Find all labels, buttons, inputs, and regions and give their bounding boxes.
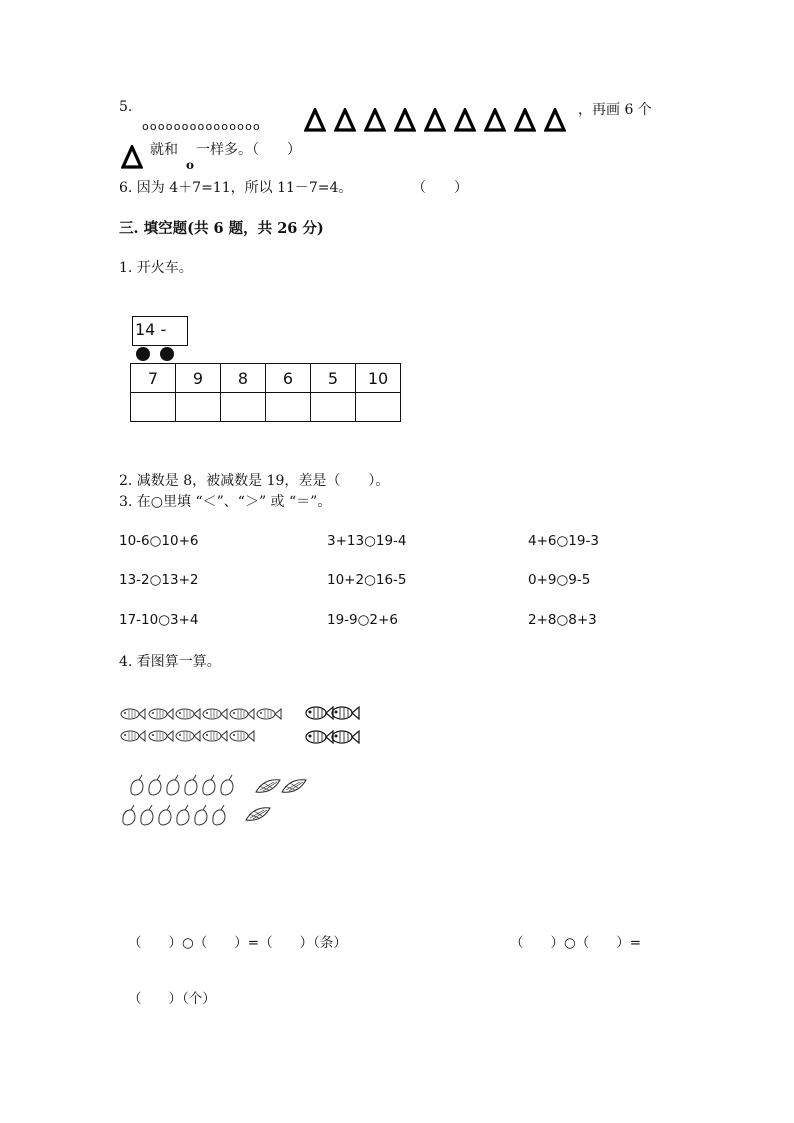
answer-cell[interactable] <box>311 393 356 422</box>
fill4-answer-line1-left[interactable]: （ ）○（ ）=（ ）（条） <box>128 935 347 951</box>
fish-right-group <box>306 707 359 743</box>
car-number: 9 <box>192 368 204 388</box>
q5-small-triangle <box>121 145 143 169</box>
train-wheel-right <box>160 347 174 361</box>
train-engine <box>132 316 188 346</box>
fish-left-group <box>121 709 281 741</box>
q5-small-circle: o <box>186 158 195 172</box>
q6-paren: （ ） <box>412 180 468 196</box>
fill4-answer-line1-right[interactable]: （ ）○（ ）= <box>510 935 642 951</box>
q5-circles: ooooooooooooooo <box>142 120 261 133</box>
triangle-icon <box>544 108 566 132</box>
compare-item: 19-9○2+6 <box>327 612 398 628</box>
train-cars-table <box>130 363 401 422</box>
train-top-row <box>131 364 401 393</box>
triangle-icon <box>364 108 386 132</box>
triangle-icon <box>424 108 446 132</box>
compare-item: 4+6○19-3 <box>528 533 599 549</box>
answer-cell[interactable] <box>356 393 401 422</box>
fill4-answer-line2[interactable]: （ ）（个） <box>128 991 216 1007</box>
answer-cell[interactable] <box>176 393 221 422</box>
answer-cell[interactable] <box>221 393 266 422</box>
triangle-icon <box>484 108 506 132</box>
compare-item: 10-6○10+6 <box>119 533 199 549</box>
triangle-icon <box>454 108 476 132</box>
fill3-title: 3. 在○里填 “＜”、“＞” 或 “＝”。 <box>119 494 332 510</box>
car-cell <box>311 364 356 393</box>
car-cell <box>131 364 176 393</box>
fill2-text: 2. 减数是 8，被减数是 19，差是（ ）。 <box>119 473 390 489</box>
triangle-icon <box>514 108 536 132</box>
train-answer-row <box>131 393 401 422</box>
compare-item: 3+13○19-4 <box>327 533 407 549</box>
q5-line2-b: 一样多。（ ） <box>196 142 301 158</box>
fill1-title: 1. 开火车。 <box>119 260 193 276</box>
fish-illustration <box>118 700 368 756</box>
eggplant-group <box>123 775 233 825</box>
q5-line2-a: 就和 <box>150 142 178 158</box>
compare-item: 0+9○9-5 <box>528 572 591 588</box>
car-number: 7 <box>147 368 159 388</box>
engine-label: 14 - <box>135 320 167 339</box>
train-wheel-left <box>136 347 150 361</box>
car-number: 5 <box>327 368 339 388</box>
car-cell <box>266 364 311 393</box>
compare-item: 2+8○8+3 <box>528 612 597 628</box>
answer-cell[interactable] <box>131 393 176 422</box>
q5-suffix: ，再画 6 个 <box>578 102 652 118</box>
compare-item: 13-2○13+2 <box>119 572 199 588</box>
answer-cell[interactable] <box>266 393 311 422</box>
q5-triangles <box>304 108 566 132</box>
triangle-icon <box>121 145 143 169</box>
q5-number: 5. <box>119 99 133 115</box>
q6-text: 6. 因为 4＋7=11，所以 11－7=4。 <box>119 180 353 196</box>
fill4-title: 4. 看图算一算。 <box>119 654 221 670</box>
section-title: 三. 填空题(共 6 题，共 26 分) <box>119 220 324 237</box>
vegetable-illustration <box>118 770 318 832</box>
triangle-icon <box>304 108 326 132</box>
car-cell <box>356 364 401 393</box>
compare-item: 17-10○3+4 <box>119 612 199 628</box>
compare-item: 10+2○16-5 <box>327 572 407 588</box>
car-number: 10 <box>367 368 389 388</box>
car-number: 8 <box>237 368 249 388</box>
car-number: 6 <box>282 368 294 388</box>
corn-group <box>246 780 306 821</box>
triangle-icon <box>394 108 416 132</box>
car-cell <box>221 364 266 393</box>
triangle-icon <box>334 108 356 132</box>
car-cell <box>176 364 221 393</box>
